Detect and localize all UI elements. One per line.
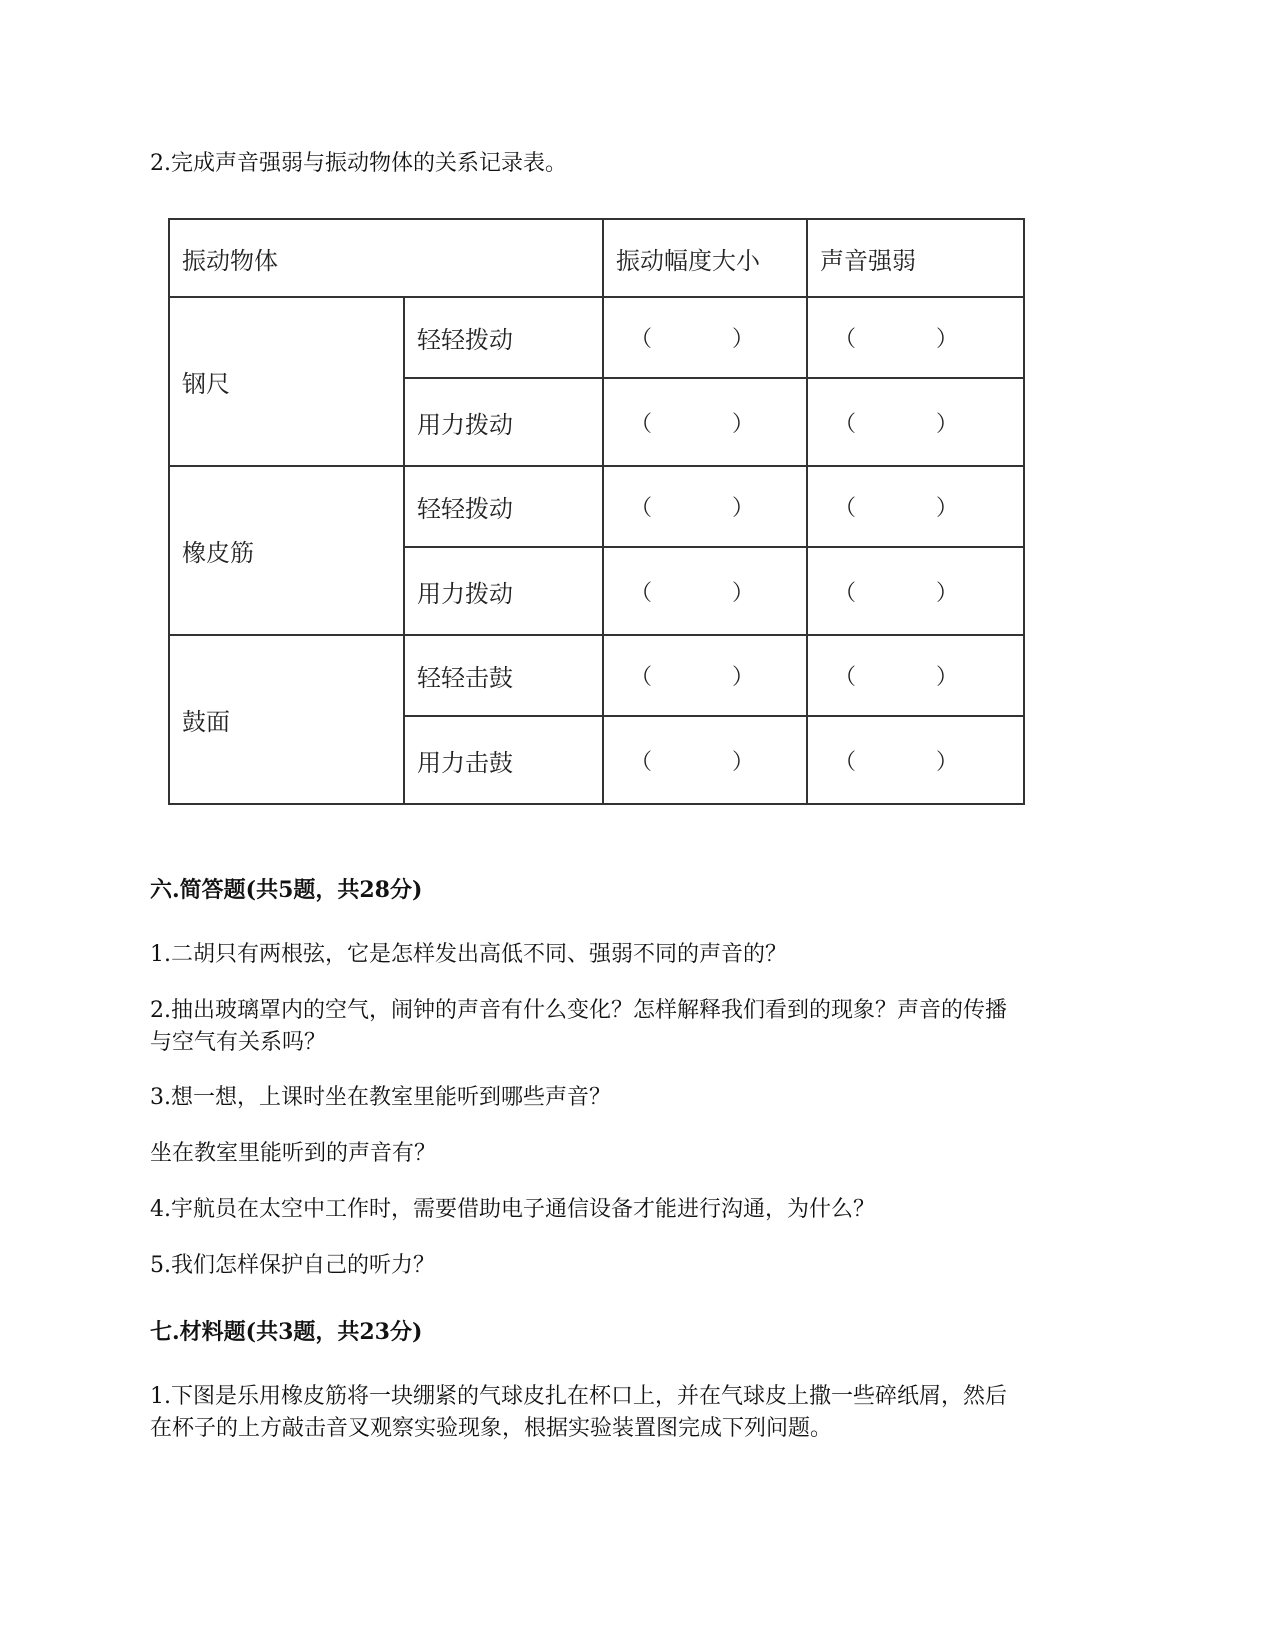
loudness-blank[interactable]: [807, 297, 1024, 378]
paren-close: ）: [936, 411, 959, 437]
paren-open: （: [834, 749, 857, 775]
action-cell: 用力拨动: [404, 378, 603, 466]
header-loudness: 声音强弱: [807, 219, 1024, 297]
section-6-question-3: 3.想一想，上课时坐在教室里能听到哪些声音？: [150, 1085, 611, 1110]
loudness-blank[interactable]: [807, 635, 1024, 716]
paren-open: （: [630, 749, 653, 775]
table-row: [169, 297, 1024, 378]
paren-open: （: [834, 665, 857, 690]
object-cell: 橡皮筋: [169, 466, 404, 635]
paren-close: ）: [732, 411, 755, 437]
section-7-question-1-line-2: 在杯子的上方敲击音叉观察实验现象，根据实验装置图完成下列问题。: [150, 1416, 833, 1441]
paren-close: ）: [936, 580, 959, 606]
paren-close: ）: [936, 327, 959, 352]
action-cell: 轻轻拨动: [404, 466, 603, 547]
section-6-question-2-line-2: 与空气有关系吗？: [150, 1030, 327, 1055]
action-cell: 用力击鼓: [404, 716, 603, 804]
paren-open: （: [834, 327, 857, 352]
paren-close: ）: [732, 749, 755, 775]
amplitude-blank[interactable]: [603, 635, 807, 716]
table-row: [169, 466, 1024, 547]
section-7-question-1-line-1: 1.下图是乐用橡皮筋将一块绷紧的气球皮扎在杯口上，并在气球皮上撒一些碎纸屑，然后: [150, 1384, 1007, 1409]
paren-close: ）: [732, 496, 755, 521]
amplitude-blank[interactable]: [603, 547, 807, 635]
paren-open: （: [834, 411, 857, 437]
object-cell: 钢尺: [169, 297, 404, 466]
loudness-blank[interactable]: [807, 378, 1024, 466]
action-cell: 用力拨动: [404, 547, 603, 635]
question-2-title: 2.完成声音强弱与振动物体的关系记录表。: [150, 151, 567, 176]
header-amplitude: 振动幅度大小: [603, 219, 807, 297]
loudness-blank[interactable]: [807, 466, 1024, 547]
object-cell: 鼓面: [169, 635, 404, 804]
section-6-question-5: 5.我们怎样保护自己的听力？: [150, 1253, 435, 1278]
paren-open: （: [834, 496, 857, 521]
section-6-question-1: 1.二胡只有两根弦，它是怎样发出高低不同、强弱不同的声音的？: [150, 942, 787, 967]
paren-open: （: [630, 665, 653, 690]
section-6-question-3-sub: 坐在教室里能听到的声音有？: [150, 1141, 437, 1166]
paren-open: （: [834, 580, 857, 606]
loudness-blank[interactable]: [807, 547, 1024, 635]
record-table: [168, 218, 1025, 805]
header-vibrating-object: 振动物体: [169, 219, 603, 297]
paren-open: （: [630, 580, 653, 606]
action-cell: 轻轻拨动: [404, 297, 603, 378]
section-6-title: 六.简答题(共5题，共28分): [150, 877, 423, 903]
amplitude-blank[interactable]: [603, 716, 807, 804]
paren-close: ）: [732, 327, 755, 352]
paren-open: （: [630, 327, 653, 352]
paren-close: ）: [732, 580, 755, 606]
loudness-blank[interactable]: [807, 716, 1024, 804]
paren-close: ）: [936, 496, 959, 521]
paren-open: （: [630, 496, 653, 521]
amplitude-blank[interactable]: [603, 297, 807, 378]
section-6-question-2-line-1: 2.抽出玻璃罩内的空气，闹钟的声音有什么变化？怎样解释我们看到的现象？声音的传播: [150, 998, 1007, 1023]
paren-open: （: [630, 411, 653, 437]
table-row: [169, 635, 1024, 716]
section-6-question-4: 4.宇航员在太空中工作时，需要借助电子通信设备才能进行沟通，为什么？: [150, 1197, 875, 1222]
paren-close: ）: [732, 665, 755, 690]
table-header-row: [169, 219, 1024, 297]
paren-close: ）: [936, 665, 959, 690]
section-7-title: 七.材料题(共3题，共23分): [150, 1319, 423, 1345]
amplitude-blank[interactable]: [603, 378, 807, 466]
action-cell: 轻轻击鼓: [404, 635, 603, 716]
paren-close: ）: [936, 749, 959, 775]
amplitude-blank[interactable]: [603, 466, 807, 547]
